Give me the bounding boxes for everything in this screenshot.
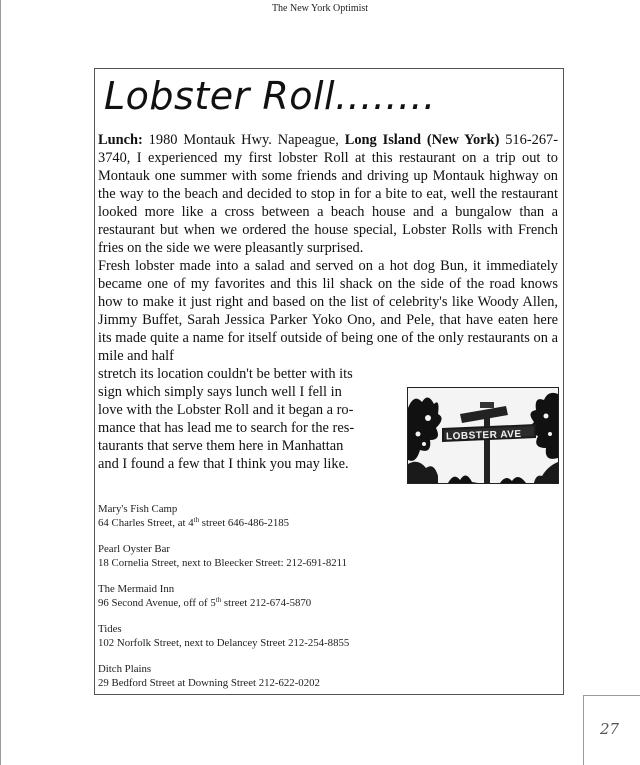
listing-address-text: 102 Norfolk Street, next to Delancey Street 212-254-8855 (98, 636, 350, 649)
lobster-ave-sign-photo (407, 387, 559, 484)
listing-address (98, 677, 538, 691)
wrap-line: taurants that serve them here in Manhattan (98, 438, 344, 454)
wrap-line: sign which simply says lunch well I fell in (98, 384, 342, 400)
listing-address (98, 517, 538, 531)
listing-address-text: 18 Cornelia Street, next to Bleecker Street: 212-691-8211 (98, 556, 348, 569)
listing-name: Ditch Plains (98, 663, 152, 675)
listing-address-text: street 212-674-5870 (221, 596, 312, 609)
listing-address-text: 64 Charles Street, at 4 (98, 516, 194, 529)
listing-item (98, 583, 538, 610)
listing-address (98, 637, 538, 651)
listing-name: Tides (98, 623, 122, 635)
paragraph-1-text: 516-267-3740, I experienced my first lobster Roll at this restaurant on a trip out to Montauk one summer with some friends and driving up Montauk highway on the way to the beach and decided to stop in for a bite to eat, well the restaurant looked more like a cross between a beach house and a bungalow than a restaurant but when we ordered the house special, Lobster Rolls with French fries on the side we were pleasantly surprised. (98, 132, 558, 256)
listing-name: Pearl Oyster Bar (98, 543, 170, 555)
restaurant-listings (98, 503, 538, 703)
listing-name: The Mermaid Inn (98, 583, 175, 595)
article-title: Lobster Roll........ (104, 74, 436, 118)
listing-address-text: street 646-486-2185 (199, 516, 290, 529)
page-number: 27 (600, 720, 620, 738)
restaurant-address: 1980 Montauk Hwy. Napeague, (142, 132, 345, 148)
wrap-line: stretch its location couldn't be better with its (98, 366, 353, 382)
wrap-line: and I found a few that I think you may like. (98, 456, 349, 472)
masthead: The New York Optimist (271, 3, 369, 14)
listing-name: Mary's Fish Camp (98, 503, 178, 515)
listing-address-text: 96 Second Avenue, off of 5 (98, 596, 216, 609)
paragraph-1 (98, 131, 558, 257)
listing-address (98, 557, 538, 571)
wrap-line: love with the Lobster Roll and it began a ro- (98, 402, 354, 418)
page-left-rule (0, 0, 1, 765)
listing-item (98, 503, 538, 530)
lunch-label: Lunch: (98, 132, 143, 148)
street-sign-photo-icon (408, 388, 558, 483)
listing-item (98, 623, 538, 650)
restaurant-location: Long Island (New York) (344, 132, 500, 148)
paragraph-2-text: Fresh lobster made into a salad and served on a hot dog Bun, it immediately became one of my favorites and this lil shack on the side of the road knows how to make it just right and based on the list of celebrity's like Woody Allen, Jimmy Buffet, Sarah Jessica Parker Yoko Ono, and Pele, that have eaten here its made quite a name for itself outside of being one of the only restaurants on a mile and half (98, 258, 558, 364)
ordinal-suffix: th (215, 595, 222, 604)
listing-item (98, 663, 538, 690)
paragraph-2 (98, 257, 558, 365)
listing-item (98, 543, 538, 570)
ordinal-suffix: th (193, 515, 200, 524)
sign-text: LOBSTER AVE (445, 428, 522, 443)
listing-address (98, 597, 538, 611)
listing-address-text: 29 Bedford Street at Downing Street 212-622-0202 (98, 676, 320, 689)
wrap-line: mance that has lead me to search for the res- (98, 420, 355, 436)
